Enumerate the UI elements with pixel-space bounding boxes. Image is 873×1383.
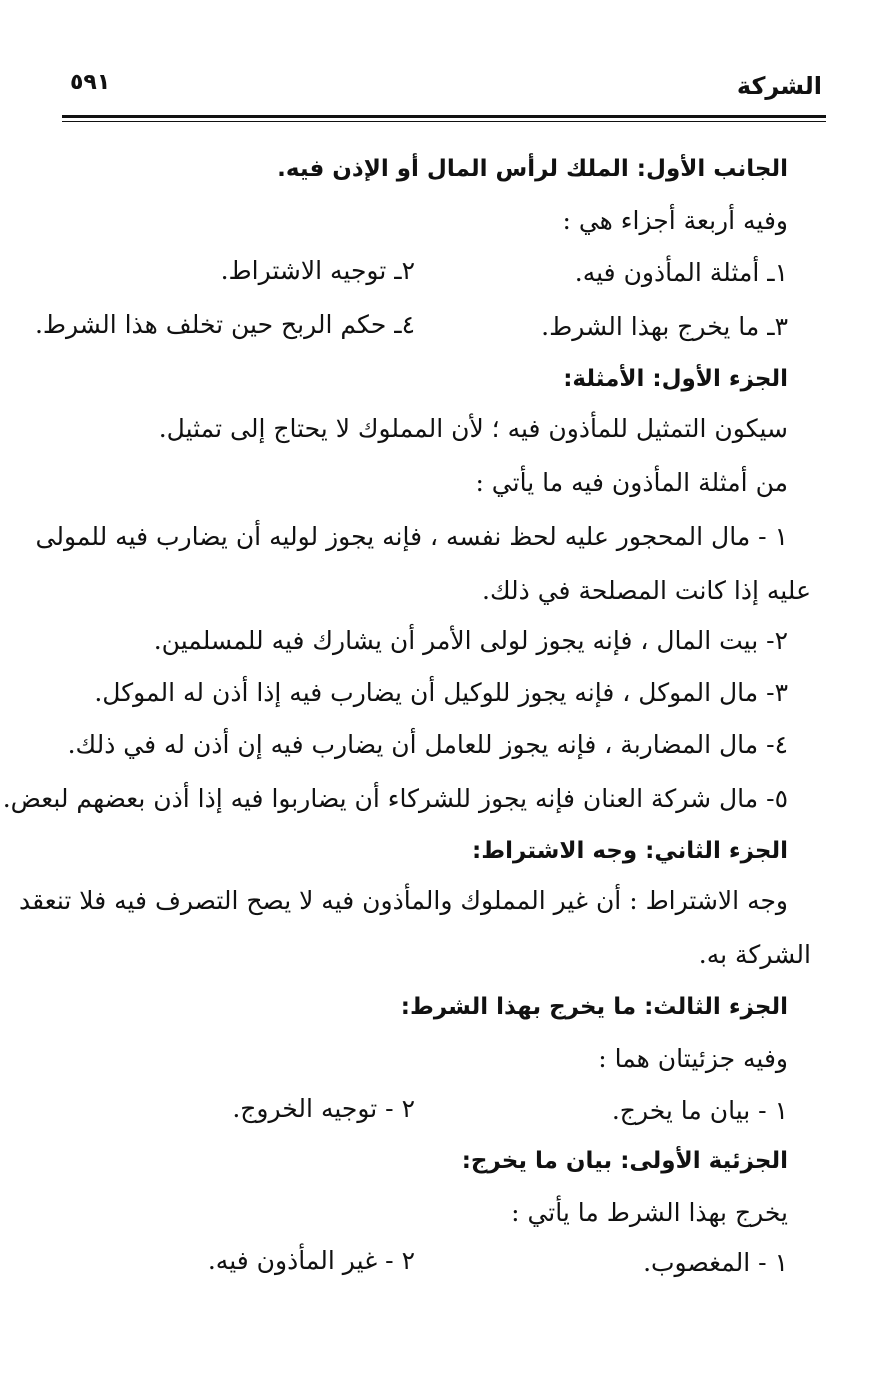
paragraph-line: سيكون التمثيل للمأذون فيه ؛ لأن المملوك لا يحتاج إلى تمثيل. xyxy=(158,414,788,443)
subsection-heading: الجزء الثاني: وجه الاشتراط: xyxy=(472,838,788,864)
paragraph-line: من أمثلة المأذون فيه ما يأتي : xyxy=(475,468,788,497)
subsection-heading: الجزء الأول: الأمثلة: xyxy=(563,366,788,392)
paragraph-line: يخرج بهذا الشرط ما يأتي : xyxy=(511,1198,788,1227)
list-item: ٥- مال شركة العنان فإنه يجوز للشركاء أن يضاربوا فيه إذا أذن بعضهم لبعض. xyxy=(2,784,788,813)
page-header xyxy=(64,68,826,108)
running-title: الشركة xyxy=(736,72,822,100)
list-item: ١ - بيان ما يخرج. xyxy=(611,1096,788,1125)
paragraph-line: ١ - مال المحجور عليه لحظ نفسه ، فإنه يجوز لوليه أن يضارب فيه للمولى xyxy=(35,522,788,551)
list-item: ١ـ أمثلة المأذون فيه. xyxy=(574,258,788,287)
list-item: ٢ - غير المأذون فيه. xyxy=(207,1246,415,1275)
list-item: ٣- مال الموكل ، فإنه يجوز للوكيل أن يضارب فيه إذا أذن له الموكل. xyxy=(94,678,788,707)
header-rule-thick xyxy=(62,115,826,118)
list-item: ٤ـ حكم الربح حين تخلف هذا الشرط. xyxy=(34,310,415,339)
section-heading: الجانب الأول: الملك لرأس المال أو الإذن فيه. xyxy=(277,156,788,182)
subsection-heading: الجزء الثالث: ما يخرج بهذا الشرط: xyxy=(400,994,788,1020)
list-item: ١ - المغصوب. xyxy=(643,1248,788,1277)
list-item: ٢- بيت المال ، فإنه يجوز لولى الأمر أن يشارك فيه للمسلمين. xyxy=(153,626,788,655)
list-item: ٢ - توجيه الخروج. xyxy=(232,1094,415,1123)
subsection-heading: الجزئية الأولى: بيان ما يخرج: xyxy=(461,1148,788,1174)
paragraph-line: وجه الاشتراط : أن غير المملوك والمأذون فيه لا يصح التصرف فيه فلا تنعقد xyxy=(19,886,788,915)
paragraph-line: الشركة به. xyxy=(698,940,811,969)
list-item: ٢ـ توجيه الاشتراط. xyxy=(220,256,415,285)
header-rule-thin xyxy=(62,121,826,122)
paragraph-line: وفيه أربعة أجزاء هي : xyxy=(562,206,788,235)
paragraph-line: وفيه جزئيتان هما : xyxy=(598,1044,788,1073)
list-item: ٤- مال المضاربة ، فإنه يجوز للعامل أن يضارب فيه إن أذن له في ذلك. xyxy=(67,730,788,759)
page-number: ٥٩١ xyxy=(70,70,111,95)
paragraph-line: عليه إذا كانت المصلحة في ذلك. xyxy=(482,576,811,605)
list-item: ٣ـ ما يخرج بهذا الشرط. xyxy=(541,312,788,341)
